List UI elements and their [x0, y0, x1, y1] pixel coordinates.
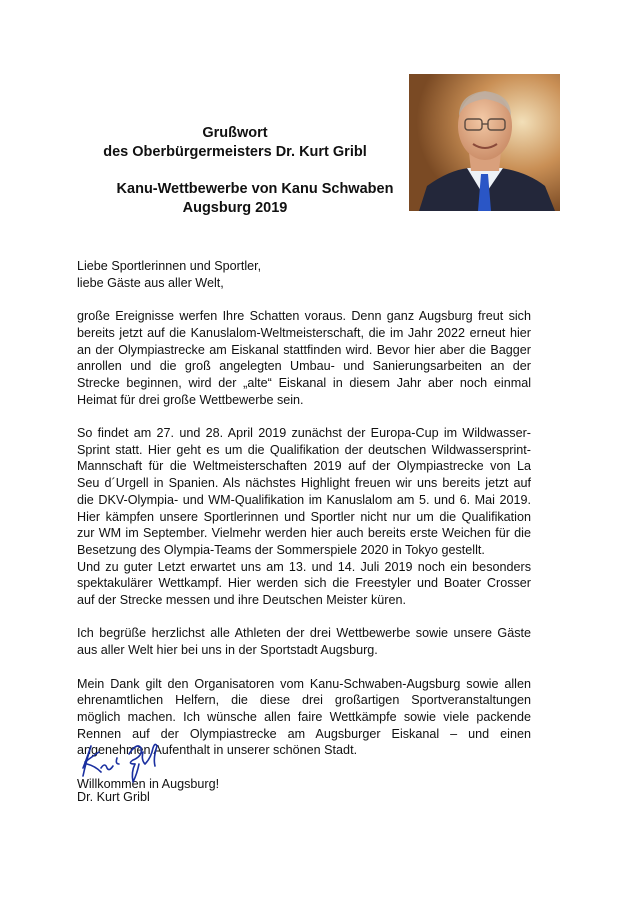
text-line: Seu d´Urgell in Spanien. Als nächstes Highlight freuen wir uns bereits jetzt auf [77, 476, 531, 491]
letter-body [77, 258, 531, 809]
text-line: möglich machen. Ich wünsche allen faire Wettkämpfe sowie viele packende [77, 709, 531, 724]
text-line: angenehmen Aufenthalt in unserer schönen Stadt. [77, 743, 358, 758]
title-line-1: Grußwort [202, 125, 268, 141]
text-line: Mannschaft für die Weltmeisterschaften 2019 auf der Olympiastrecke von La [77, 459, 531, 474]
text-line: zur WM im September. Vielmehr werden hier auch bereits erste Weichen für die [77, 526, 531, 541]
text-line: Rennen auf der Olympiastrecke am Augsburger Eiskanal – und einen [77, 726, 531, 741]
portrait-photo [409, 74, 560, 211]
subtitle-line-1: Kanu-Wettbewerbe von Kanu Schwaben [116, 181, 394, 197]
title-line-2: des Oberbürgermeisters Dr. Kurt Gribl [103, 144, 367, 160]
letter-subtitle [70, 180, 440, 218]
paragraph-1 [77, 308, 531, 408]
paragraph-2 [77, 425, 531, 609]
subtitle-line-2: Augsburg 2019 [182, 200, 288, 216]
text-line: spektakulärer Wettkampf. Hier werden sich die Freestyler und Boater Crosser [77, 576, 531, 591]
text-line: Sprint statt. Hier geht es um die Qualifikation der deutschen Wildwassersprint- [77, 442, 531, 457]
closing-line: Willkommen in Augsburg! [77, 776, 220, 791]
text-line: Hier kämpfen unsere Sportlerinnen und Sportler nicht nur um die Qualifikation [77, 509, 531, 524]
text-line: Ich begrüße herzlichst alle Athleten der drei Wettbewerbe sowie unsere Gäste [77, 626, 531, 641]
handwritten-signature [77, 738, 167, 784]
signatory-name: Dr. Kurt Gribl [77, 790, 150, 804]
letter-title [70, 124, 400, 162]
text-line: an der Olympiastrecke am Eiskanal stattfinden wird. Bevor hier aber die Bagger [77, 342, 531, 357]
text-line: die DKV-Olympia- und WM-Qualifikation im Kanuslalom am 5. und 6. Mai 2019. [77, 492, 531, 507]
salutation [77, 258, 531, 291]
text-line: auf der Strecke messen und ihre Deutschen Meister küren. [77, 593, 406, 608]
text-line: Mein Dank gilt den Organisatoren vom Kanu-Schwaben-Augsburg sowie allen [77, 676, 531, 691]
text-line: Besetzung des Olympia-Teams der Sommerspiele 2020 in Tokyo gestellt. [77, 542, 485, 557]
text-line: Heimat für drei große Wettbewerbe sein. [77, 392, 304, 407]
text-line: Und zu guter Letzt erwartet uns am 13. und 14. Juli 2019 noch ein besonders [77, 559, 531, 574]
text-line: So findet am 27. und 28. April 2019 zunächst der Europa-Cup im Wildwasser- [77, 426, 531, 440]
text-line: ehrenamtlichen Helfern, die diese drei großartigen Sportveranstaltungen [77, 693, 531, 708]
text-line: große Ereignisse werfen Ihre Schatten voraus. Denn ganz Augsburg freut sich [77, 309, 531, 324]
salutation-line-1: Liebe Sportlerinnen und Sportler, [77, 259, 262, 273]
salutation-line-2: liebe Gäste aus aller Welt, [77, 275, 224, 290]
text-line: bereits jetzt auf die Kanuslalom-Weltmeisterschaft, die im Jahr 2022 erneut hier [77, 325, 531, 340]
paragraph-3 [77, 625, 531, 658]
text-line: aus aller Welt hier bei uns in der Sportstadt Augsburg. [77, 643, 378, 658]
text-line: Strecke beginnen, wird der „alte“ Eiskanal in diesem Jahr aber noch einmal [77, 375, 531, 390]
text-line: anrollen und die groß angelegten Umbau- und Sanierungsarbeiten an der [77, 359, 531, 374]
